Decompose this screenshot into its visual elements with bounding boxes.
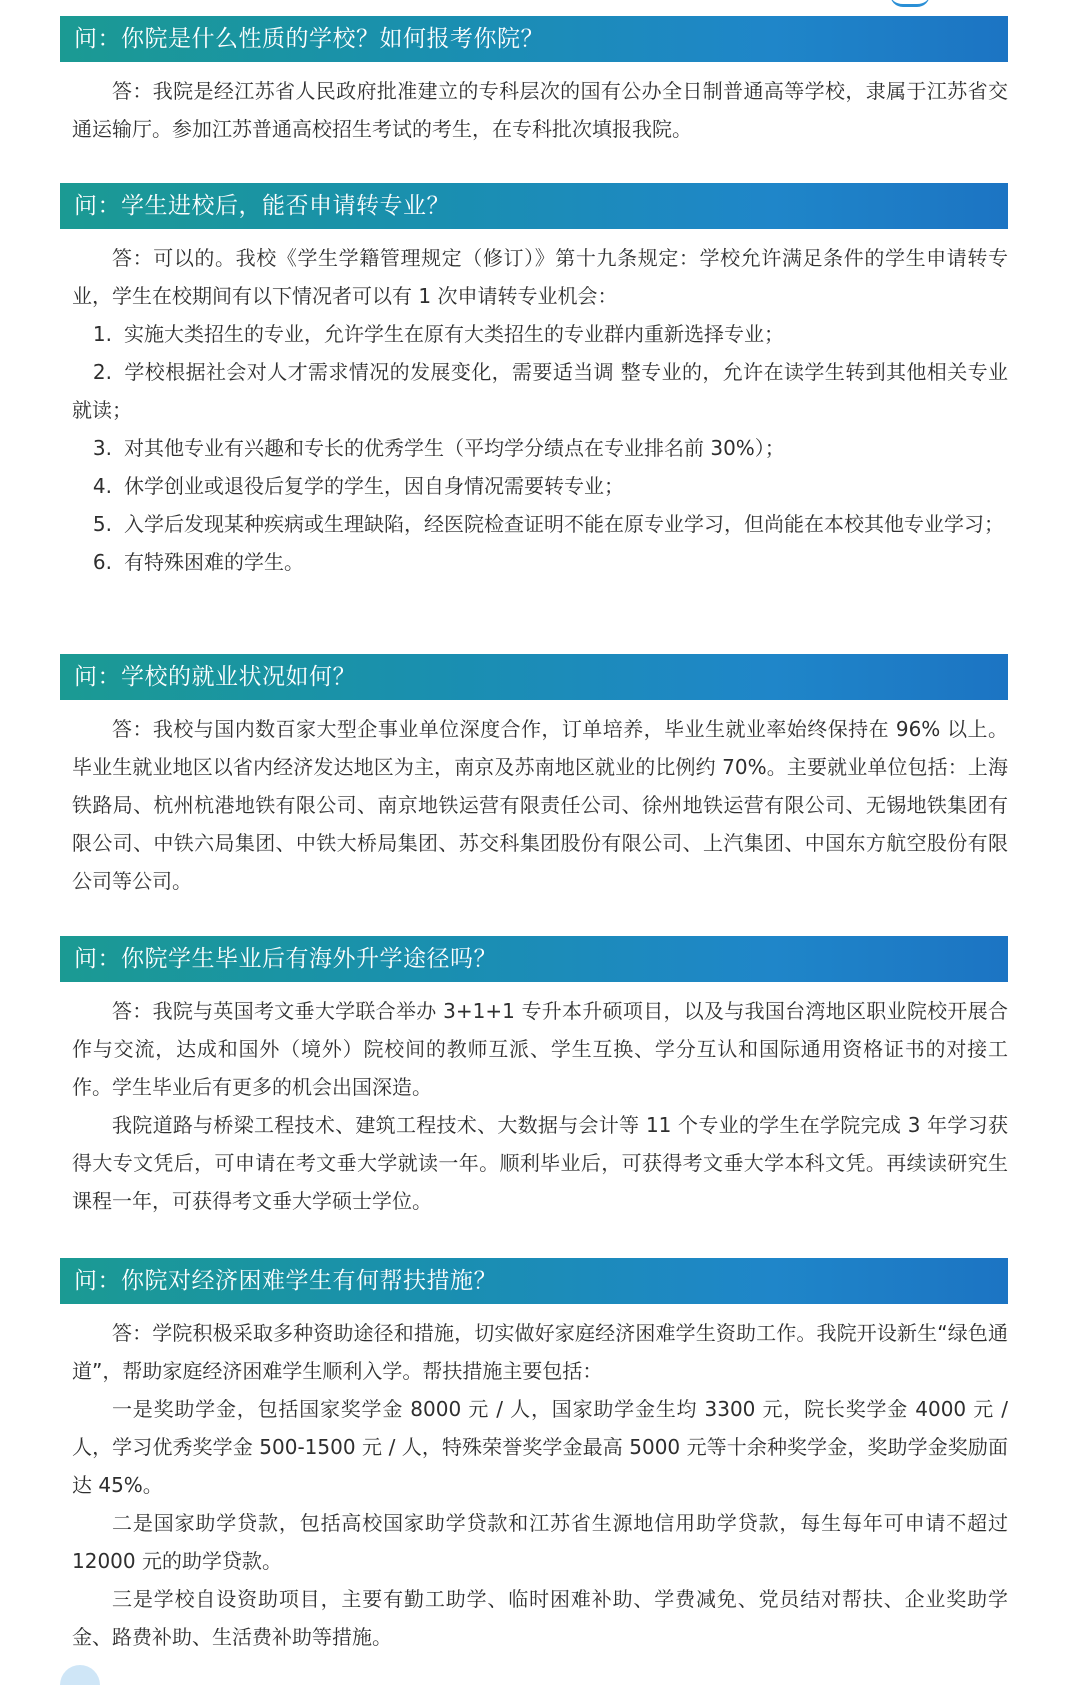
list-text: 学校根据社会对人才需求情况的发展变化，需要适当调 整专业的，允许在读学生转到其他相关专业就读；: [72, 360, 1008, 422]
answer-paragraph: 答：学院积极采取多种资助途径和措施，切实做好家庭经济困难学生资助工作。我院开设新生“绿色通道”，帮助家庭经济困难学生顺利入学。帮扶措施主要包括：: [72, 1321, 1008, 1383]
list-item: [72, 467, 1008, 505]
faq-section-4: [60, 936, 1008, 1220]
answer-body: [60, 239, 1008, 581]
faq-section-1: [60, 16, 1008, 148]
faq-section-5: [60, 1258, 1008, 1656]
answer-body: [60, 710, 1008, 900]
list-number: 4.: [92, 474, 112, 498]
list-text: 实施大类招生的专业，允许学生在原有大类招生的专业群内重新选择专业；: [124, 322, 784, 346]
answer-paragraph: 答：我院是经江苏省人民政府批准建立的专科层次的国有公办全日制普通高等学校，隶属于江苏省交通运输厅。参加江苏普通高校招生考试的考生，在专科批次填报我院。: [72, 79, 1008, 141]
question-heading: 问：学校的就业状况如何？: [60, 654, 1008, 700]
question-heading: 问：学生进校后，能否申请转专业？: [60, 183, 1008, 229]
answer-paragraph: 答：我校与国内数百家大型企事业单位深度合作，订单培养，毕业生就业率始终保持在 96% 以上。毕业生就业地区以省内经济发达地区为主，南京及苏南地区就业的比例约 70%。主要就业单位包括：上海铁路局、杭州杭港地铁有限公司、南京地铁运营有限责任公司、徐州地铁运营有限公司、无锡地铁集团有限公司、中铁六局集团、中铁大桥局集团、苏交科集团股份有限公司、上汽集团、中国东方航空股份有限公司等公司。: [72, 717, 1008, 893]
list-number: 3.: [92, 436, 112, 460]
list-item: [72, 505, 1008, 543]
faq-section-2: [60, 183, 1008, 581]
question-heading: 问：你院是什么性质的学校？如何报考你院？: [60, 16, 1008, 62]
question-heading: 问：你院学生毕业后有海外升学途径吗？: [60, 936, 1008, 982]
answer-paragraph: 三是学校自设资助项目，主要有勤工助学、临时困难补助、学费减免、党员结对帮扶、企业奖助学金、路费补助、生活费补助等措施。: [72, 1587, 1008, 1649]
list-item: [72, 315, 1008, 353]
list-text: 有特殊困难的学生。: [124, 550, 304, 574]
list-item: [72, 543, 1008, 581]
answer-paragraph: 一是奖助学金，包括国家奖学金 8000 元 / 人，国家助学金生均 3300 元，院长奖学金 4000 元 / 人，学习优秀奖学金 500-1500 元 / 人，特殊荣誉奖学金最高 5000 元等十余种奖学金，奖助学金奖励面达 45%。: [72, 1397, 1008, 1497]
answer-paragraph: 我院道路与桥梁工程技术、建筑工程技术、大数据与会计等 11 个专业的学生在学院完成 3 年学习获得大专文凭后，可申请在考文垂大学就读一年。顺利毕业后，可获得考文垂大学本科文凭。再续读研究生课程一年，可获得考文垂大学硕士学位。: [72, 1113, 1008, 1213]
bottom-decoration: [60, 1665, 100, 1685]
list-number: 6.: [92, 550, 112, 574]
list-number: 2.: [92, 360, 112, 384]
answer-body: [60, 72, 1008, 148]
list-item: [72, 429, 1008, 467]
list-text: 对其他专业有兴趣和专长的优秀学生（平均学分绩点在专业排名前 30%）；: [124, 436, 785, 460]
answer-body: [60, 1314, 1008, 1656]
question-heading: 问：你院对经济困难学生有何帮扶措施？: [60, 1258, 1008, 1304]
corner-decoration: [890, 0, 930, 7]
list-number: 5.: [92, 512, 112, 536]
list-text: 休学创业或退役后复学的学生，因自身情况需要转专业；: [124, 474, 624, 498]
list-number: 1.: [92, 322, 112, 346]
answer-paragraph: 答：我院与英国考文垂大学联合举办 3+1+1 专升本升硕项目，以及与我国台湾地区职业院校开展合作与交流，达成和国外（境外）院校间的教师互派、学生互换、学分互认和国际通用资格证书的对接工作。学生毕业后有更多的机会出国深造。: [72, 999, 1008, 1099]
answer-intro: 答：可以的。我校《学生学籍管理规定（修订）》第十九条规定：学校允许满足条件的学生申请转专业，学生在校期间有以下情况者可以有 1 次申请转专业机会：: [72, 246, 1008, 308]
answer-paragraph: 二是国家助学贷款，包括高校国家助学贷款和江苏省生源地信用助学贷款，每生每年可申请不超过 12000 元的助学贷款。: [72, 1511, 1008, 1573]
faq-section-3: [60, 654, 1008, 900]
answer-body: [60, 992, 1008, 1220]
list-text: 入学后发现某种疾病或生理缺陷，经医院检查证明不能在原专业学习，但尚能在本校其他专业学习；: [124, 512, 1004, 536]
list-item: [72, 353, 1008, 429]
